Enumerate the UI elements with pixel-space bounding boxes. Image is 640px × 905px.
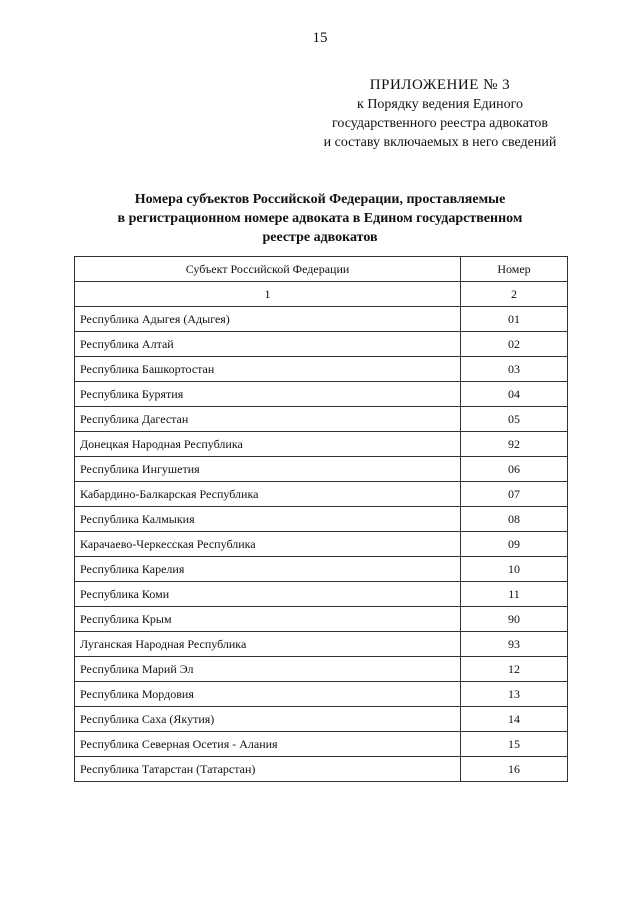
table-row [75, 407, 568, 432]
table-row [75, 582, 568, 607]
subject-cell: Луганская Народная Республика [75, 632, 461, 657]
appendix-block [300, 76, 580, 152]
column-number: 2 [461, 282, 568, 307]
subject-cell: Республика Мордовия [75, 682, 461, 707]
number-cell: 09 [461, 532, 568, 557]
number-cell: 05 [461, 407, 568, 432]
table-row [75, 557, 568, 582]
header-subject: Субъект Российской Федерации [75, 257, 461, 282]
subject-cell: Республика Бурятия [75, 382, 461, 407]
table-row [75, 482, 568, 507]
appendix-line: к Порядку ведения Единого [357, 97, 523, 112]
table-row [75, 382, 568, 407]
subject-cell: Республика Татарстан (Татарстан) [75, 757, 461, 782]
subject-cell: Республика Карелия [75, 557, 461, 582]
subject-cell: Республика Дагестан [75, 407, 461, 432]
number-cell: 03 [461, 357, 568, 382]
number-cell: 14 [461, 707, 568, 732]
column-number: 1 [75, 282, 461, 307]
subject-cell: Республика Крым [75, 607, 461, 632]
subject-cell: Республика Ингушетия [75, 457, 461, 482]
subject-cell: Донецкая Народная Республика [75, 432, 461, 457]
table-row [75, 432, 568, 457]
title-line: реестре адвокатов [262, 230, 378, 245]
appendix-title: ПРИЛОЖЕНИЕ № 3 [369, 77, 511, 93]
appendix-line: и составу включаемых в него сведений [323, 135, 557, 150]
number-cell: 12 [461, 657, 568, 682]
title-line: в регистрационном номере адвоката в Едином государственном [117, 211, 523, 226]
subject-cell: Республика Адыгея (Адыгея) [75, 307, 461, 332]
number-cell: 11 [461, 582, 568, 607]
header-number: Номер [461, 257, 568, 282]
column-number-row [75, 282, 568, 307]
number-cell: 15 [461, 732, 568, 757]
number-cell: 16 [461, 757, 568, 782]
number-cell: 13 [461, 682, 568, 707]
table-row [75, 307, 568, 332]
table-row [75, 632, 568, 657]
number-cell: 07 [461, 482, 568, 507]
table-row [75, 607, 568, 632]
table-row [75, 357, 568, 382]
number-cell: 08 [461, 507, 568, 532]
table-row [75, 707, 568, 732]
number-cell: 04 [461, 382, 568, 407]
title-line: Номера субъектов Российской Федерации, проставляемые [134, 192, 506, 207]
subject-cell: Республика Саха (Якутия) [75, 707, 461, 732]
number-cell: 02 [461, 332, 568, 357]
subjects-table [74, 256, 568, 782]
table-row [75, 507, 568, 532]
table-row [75, 682, 568, 707]
subject-cell: Республика Башкортостан [75, 357, 461, 382]
number-cell: 90 [461, 607, 568, 632]
table-row [75, 457, 568, 482]
page-number: 15 [312, 30, 328, 46]
number-cell: 92 [461, 432, 568, 457]
subject-cell: Республика Марий Эл [75, 657, 461, 682]
table-row [75, 757, 568, 782]
table-row [75, 732, 568, 757]
subject-cell: Республика Северная Осетия - Алания [75, 732, 461, 757]
table-header-row [75, 257, 568, 282]
number-cell: 10 [461, 557, 568, 582]
subject-cell: Республика Калмыкия [75, 507, 461, 532]
number-cell: 01 [461, 307, 568, 332]
number-cell: 06 [461, 457, 568, 482]
table-row [75, 332, 568, 357]
subject-cell: Кабардино-Балкарская Республика [75, 482, 461, 507]
number-cell: 93 [461, 632, 568, 657]
table-row [75, 532, 568, 557]
subject-cell: Республика Алтай [75, 332, 461, 357]
table-row [75, 657, 568, 682]
document-title [70, 190, 570, 247]
subject-cell: Карачаево-Черкесская Республика [75, 532, 461, 557]
subject-cell: Республика Коми [75, 582, 461, 607]
appendix-line: государственного реестра адвокатов [331, 116, 548, 131]
